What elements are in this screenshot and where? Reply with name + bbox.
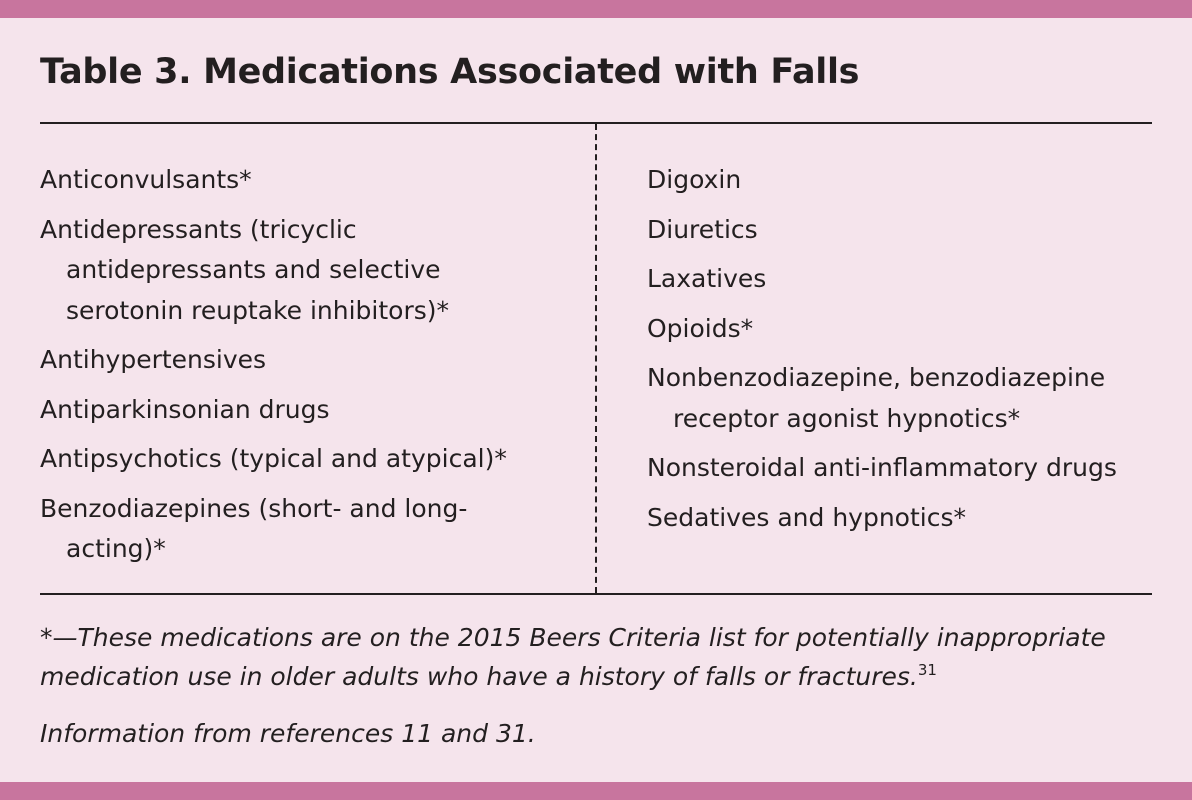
- list-item: Nonsteroidal anti-inflammatory drugs: [647, 453, 1117, 482]
- left-medication-list: [40, 160, 580, 579]
- list-item: Digoxin: [647, 165, 742, 194]
- right-medication-list: [647, 160, 1167, 547]
- footnote-reference: 31: [917, 661, 937, 679]
- list-item: Antiparkinsonian drugs: [40, 394, 330, 424]
- top-accent-bar: [0, 0, 1192, 18]
- bottom-rule: [40, 593, 1152, 595]
- list-item: Nonbenzodiazepine, benzodiazepine receptor agonist hypnotics*: [647, 363, 1106, 433]
- source-note: Information from references 11 and 31.: [40, 719, 536, 748]
- list-item: Laxatives: [647, 264, 767, 293]
- list-item: Antidepressants (tricyclic antidepressants and selective serotonin reuptake inhibitors)*: [40, 214, 450, 325]
- list-item: Benzodiazepines (short- and long- acting)*: [40, 493, 468, 563]
- list-item: Antihypertensives: [40, 345, 267, 374]
- bottom-accent-bar: [0, 782, 1192, 800]
- list-item: Anticonvulsants*: [40, 165, 252, 194]
- footnote: [40, 618, 1170, 696]
- list-item: Sedatives and hypnotics*: [647, 502, 966, 532]
- list-item: Diuretics: [647, 214, 758, 244]
- list-item: Antipsychotics (typical and atypical)*: [40, 444, 507, 473]
- column-divider: [595, 124, 597, 593]
- table-title: Table 3. Medications Associated with Falls: [40, 52, 860, 92]
- footnote-text: *—These medications are on the 2015 Beers Criteria list for potentially inappropriate medication use in older adults who have a history of falls or fractures.: [40, 623, 1106, 691]
- list-item: Opioids*: [647, 313, 754, 343]
